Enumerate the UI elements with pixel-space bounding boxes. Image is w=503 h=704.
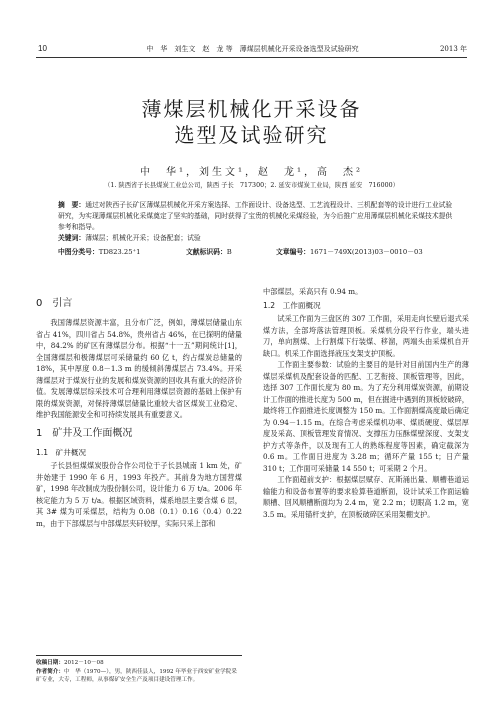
clc-label: 中图分类号： <box>58 248 99 256</box>
author-bio: 中 华（1970—），男，陕西佳县人，1992 年毕业于西安矿业学院采矿专业，大专，工程师，从事煤矿安全生产及项目建设管理工作。 <box>36 668 237 683</box>
received-date: 2012－10－08 <box>63 660 104 666</box>
abstract-label: 摘 要： <box>58 201 86 209</box>
section-1-heading: 1 矿井及工作面概况 <box>36 427 133 439</box>
doc-code: B <box>226 248 232 256</box>
abstract <box>58 200 454 244</box>
paper-title <box>0 96 503 148</box>
clc-code: TD823.25⁺1 <box>98 248 141 256</box>
keywords-label: 关键词： <box>58 234 86 242</box>
right-column <box>263 286 469 520</box>
parameters-paragraph: 工作面主要参数：试验的主要目的是针对目前国内生产的薄煤层采煤机及配套设备的匹配、工艺衔接、顶板管理等，因此，选择 307 工作面长度为 80 m。为了充分利用煤炭资源，前期设计工作面的推进长度为 500 m，但在掘进中遇到的顶板较破碎，最终将工作面推进长度调整为 150 m。工作面割煤高度最后确定为 0.94－1.15 m。在综合考虑采煤机功率、煤质硬度、煤层厚度及采高、顶板管理发育情况、支撑压力压酥煤壁深度、支架支护方式等条件，以及现有工人的熟练程度等因素，确定截深为 0.6 m。工作面日进度为 3.28 m；循环产量 155 t；日产量 310 t；工作面可采储量 14 550 t；可采期 2 个月。 <box>263 360 469 473</box>
left-column <box>36 291 242 529</box>
section-1-2-heading: 1.2 工作面概况 <box>263 300 321 310</box>
classification-row <box>58 247 454 258</box>
affiliation: （1. 陕西省子长县煤炭工业总公司，陕西 子长 717300；2. 延安市煤炭工业局，陕西 延安 716000） <box>104 182 399 189</box>
running-head <box>38 42 467 56</box>
bio-label: 作者简介： <box>36 668 64 675</box>
running-title: 中 华 刘生文 赵 龙 等 薄煤层机械化开采设备选型及试验研究 <box>146 45 359 53</box>
face-paragraph: 试采工作面为三盘区的 307 工作面，采用走向长壁后退式采煤方法，全部垮落法管理顶板。采煤机分段平行作业，端头进刀，单向割煤、上行割煤下行装煤、移溜，两端头由采煤机自开缺口。机采工作面选择液压支架支护顶板。 <box>263 314 469 358</box>
section-0-heading: 0 引言 <box>36 298 73 309</box>
doc-code-label: 文献标识码： <box>186 248 227 256</box>
abstract-text: 通过对陕西子长矿区薄煤层机械化开采方案选择、工作面设计、设备选型、工艺流程设计、三机配套等的设计进行工业试验研究，为实现薄煤层机械化采煤奠定了坚实的基础，同时获得了宝贵的机械化采煤经验，为今后推广应用薄煤层机械化采煤技术提供参考和指导。 <box>58 201 453 231</box>
continued-paragraph: 中部煤层，采高只有 0.94 m。 <box>263 287 363 296</box>
title-line-2: 选型及试验研究 <box>174 123 329 147</box>
authors: 中 华¹，刘生文¹，赵 龙¹，高 杰² <box>139 167 364 178</box>
intro-paragraph: 我国薄煤层资源丰富，且分布广泛，例如，薄煤层储量山东省占 41%，四川省占 54.8%，贵州省占 46%，在已探明的储量中，84.2% 的矿区有薄煤层分布。根据“十一五”期间统计[1]，全国薄煤层和极薄煤层可采储量约 60 亿 t，约占煤炭总储量的 18%，其中厚度 0.8－1.3 m 的缓倾斜薄煤层占 73.4%。开采薄煤层对于煤炭行业的发展和煤炭资源的回收具有重大的经济价值。发展薄煤层综采技术可合理利用薄煤层资源的基础上保护有限的煤炭资源，对保持薄煤层储量比重较大省区煤炭工业稳定、维护我国能源安全和可持续发展具有重要意义。 <box>36 318 242 419</box>
page-number: 10 <box>38 44 47 53</box>
keywords: 薄煤层；机械化开采；设备配套；试验 <box>85 234 201 242</box>
support-paragraph: 工作面超前支护：根据煤层赋存、瓦斯涌出量、顺槽巷道运输能力和设备布置等的要求验算巷道断面，设计试采工作面运输顺槽、回风顺槽断面均为 2.4 m，宽 2.2 m；切眼高 1.2 m，宽 3.5 m。采用锚杆支护，在顶板破碎区采用架棚支护。 <box>263 475 469 519</box>
title-line-1: 薄煤层机械化开采设备 <box>141 97 362 121</box>
mine-paragraph: 子长县恒煤煤炭股份合作公司位于子长县城南 1 km 处，矿井始建于 1990 年 6 月，1993 年投产。其前身为地方国营煤矿，1998 年改制成为股份制公司，设计能力 6 万 t/a。2006 年核定能力为 5 万 t/a。根据区域资料，煤系地层主要含煤 6 层，其 3# 煤为可采煤层，结构为 0.08（0.1）0.16（0.4）0.22 m，由于下部煤层与中部煤层夹矸较厚，实际只采上部和 <box>36 461 242 528</box>
article-no-label: 文章编号： <box>276 248 310 256</box>
header-rule <box>36 57 467 58</box>
article-no: 1671－749X(2013)03－0010－03 <box>309 248 423 256</box>
received-label: 收稿日期： <box>36 660 64 666</box>
running-year: 2013 年 <box>439 45 467 53</box>
section-1-1-heading: 1.1 矿井概况 <box>36 447 87 457</box>
footnote <box>36 655 242 685</box>
